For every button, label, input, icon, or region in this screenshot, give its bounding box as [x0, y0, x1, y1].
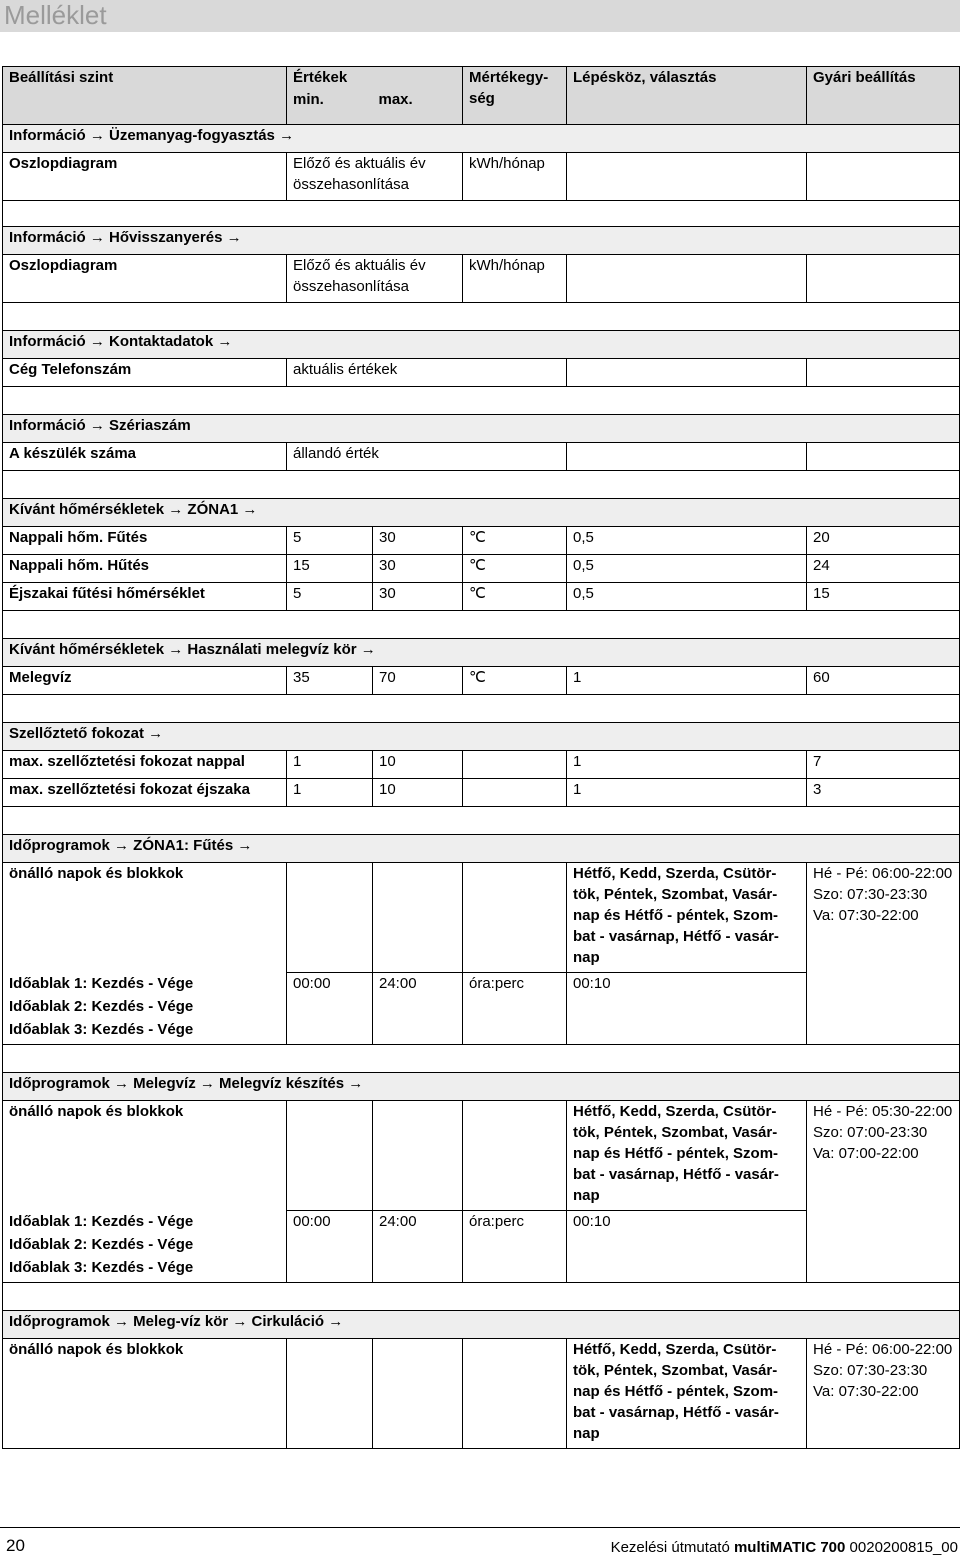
- row-unit: óra:perc: [463, 1211, 567, 1283]
- header-default: Gyári beállítás: [807, 67, 960, 125]
- row-max: 30: [373, 583, 463, 611]
- row-max: 10: [373, 751, 463, 779]
- header-step: Lépésköz, választás: [567, 67, 807, 125]
- row-default: 3: [807, 779, 960, 807]
- row-name: A készülék száma: [3, 443, 287, 471]
- doc-prefix: Kezelési útmutató: [610, 1539, 730, 1556]
- row-step: 00:10: [567, 973, 807, 1045]
- window-line: Időablak 2: Kezdés - Vége: [9, 1235, 194, 1253]
- row-min: 5: [287, 527, 373, 555]
- section-path: Szellőztető fokozat →: [3, 723, 960, 751]
- window-line: Időablak 1: Kezdés - Vége: [9, 974, 194, 992]
- row-unit: kWh/hónap: [463, 153, 567, 201]
- row-values: Előző és aktuális év összehasonlítása: [287, 255, 463, 303]
- header-level: Beállítási szint: [3, 67, 287, 125]
- row-min: 00:00: [287, 1211, 373, 1283]
- default-line: Hé - Pé: 05:30-22:00: [813, 1103, 953, 1120]
- section-path: Kívánt hőmérsékletek → Használati melegvíz kör →: [3, 639, 960, 667]
- page-title: Melléklet: [0, 0, 960, 32]
- row-name: Melegvíz: [3, 667, 287, 695]
- row-default: 15: [807, 583, 960, 611]
- row-name: önálló napok és blokkok: [3, 1339, 287, 1449]
- row-name: Nappali hőm. Fűtés: [3, 527, 287, 555]
- row-name: Éjszakai fűtési hőmérséklet: [3, 583, 287, 611]
- row-name: [3, 1211, 287, 1283]
- default-line: Szo: 07:30-23:30: [813, 886, 928, 903]
- row-values: állandó érték: [287, 443, 567, 471]
- row-unit: óra:perc: [463, 973, 567, 1045]
- row-min: 35: [287, 667, 373, 695]
- default-line: Va: 07:30-22:00: [813, 1383, 919, 1400]
- row-step: 1: [567, 779, 807, 807]
- row-unit: ℃: [463, 555, 567, 583]
- table-row: [3, 779, 960, 807]
- window-line: Időablak 3: Kezdés - Vége: [9, 1020, 194, 1038]
- row-unit: ℃: [463, 583, 567, 611]
- row-min: 1: [287, 779, 373, 807]
- row-name: Nappali hőm. Hűtés: [3, 555, 287, 583]
- default-line: Va: 07:30-22:00: [813, 907, 919, 924]
- row-default: 24: [807, 555, 960, 583]
- row-unit: kWh/hónap: [463, 255, 567, 303]
- page-number: 20: [6, 1536, 25, 1555]
- row-name: Oszlopdiagram: [3, 153, 287, 201]
- default-line: Szo: 07:00-23:30: [813, 1124, 928, 1141]
- settings-reference-table: [2, 66, 960, 1449]
- header-min: min.: [287, 89, 373, 125]
- row-default: 20: [807, 527, 960, 555]
- row-values: aktuális értékek: [287, 359, 567, 387]
- section-path: Információ → Kontaktadatok →: [3, 331, 960, 359]
- row-max: 24:00: [373, 1211, 463, 1283]
- row-step: Hétfő, Kedd, Szerda, Csütör-tök, Péntek, Szombat, Vasár-nap és Hétfő - péntek, Szom-bat - vasárnap, Hétfő - vasár-nap: [567, 863, 807, 973]
- row-step: 1: [567, 751, 807, 779]
- row-max: 30: [373, 555, 463, 583]
- table-row: [3, 153, 960, 201]
- row-default: [807, 1101, 960, 1283]
- default-line: Hé - Pé: 06:00-22:00: [813, 865, 953, 882]
- window-line: Időablak 3: Kezdés - Vége: [9, 1258, 194, 1276]
- row-min: 5: [287, 583, 373, 611]
- row-default: [807, 863, 960, 1045]
- row-name: Oszlopdiagram: [3, 255, 287, 303]
- table-row: [3, 359, 960, 387]
- row-name: önálló napok és blokkok: [3, 863, 287, 973]
- row-default: [807, 1339, 960, 1449]
- table-row: [3, 751, 960, 779]
- table-row: [3, 255, 960, 303]
- doc-code: 0020200815_00: [849, 1539, 958, 1556]
- header-max: max.: [373, 89, 463, 125]
- table-row: [3, 443, 960, 471]
- row-values: Előző és aktuális év összehasonlítása: [287, 153, 463, 201]
- table-row: [3, 555, 960, 583]
- row-min: 15: [287, 555, 373, 583]
- row-default: 60: [807, 667, 960, 695]
- table-row: [3, 527, 960, 555]
- header-values: Értékek: [287, 67, 463, 89]
- header-unit: Mértékegy-ség: [463, 67, 567, 125]
- document-reference: [611, 1539, 958, 1556]
- row-name: max. szellőztetési fokozat éjszaka: [3, 779, 287, 807]
- product-brand: multiMATIC 700: [733, 1539, 846, 1556]
- section-path: Információ → Üzemanyag-fogyasztás →: [3, 125, 960, 153]
- row-max: 30: [373, 527, 463, 555]
- row-step: 0,5: [567, 583, 807, 611]
- row-unit: ℃: [463, 527, 567, 555]
- row-step: Hétfő, Kedd, Szerda, Csütör-tök, Péntek, Szombat, Vasár-nap és Hétfő - péntek, Szom-bat - vasárnap, Hétfő - vasár-nap: [567, 1339, 807, 1449]
- default-line: Va: 07:00-22:00: [813, 1145, 919, 1162]
- row-max: 70: [373, 667, 463, 695]
- default-line: Szo: 07:30-23:30: [813, 1362, 928, 1379]
- row-step: 0,5: [567, 555, 807, 583]
- row-name: önálló napok és blokkok: [3, 1101, 287, 1211]
- row-max: 24:00: [373, 973, 463, 1045]
- window-line: Időablak 2: Kezdés - Vége: [9, 997, 194, 1015]
- section-path: Információ → Hővisszanyerés →: [3, 227, 960, 255]
- table-row: [3, 667, 960, 695]
- row-max: 10: [373, 779, 463, 807]
- row-min: 1: [287, 751, 373, 779]
- row-step: 1: [567, 667, 807, 695]
- footer-divider: [0, 1527, 960, 1528]
- table-row: [3, 583, 960, 611]
- section-path: Időprogramok → ZÓNA1: Fűtés →: [3, 835, 960, 863]
- row-step: Hétfő, Kedd, Szerda, Csütör-tök, Péntek, Szombat, Vasár-nap és Hétfő - péntek, Szom-bat - vasárnap, Hétfő - vasár-nap: [567, 1101, 807, 1211]
- section-path: Információ → Szériaszám: [3, 415, 960, 443]
- window-line: Időablak 1: Kezdés - Vége: [9, 1212, 194, 1230]
- row-step: 0,5: [567, 527, 807, 555]
- table-row: [3, 863, 960, 973]
- row-name: max. szellőztetési fokozat nappal: [3, 751, 287, 779]
- section-path: Időprogramok → Meleg-víz kör → Cirkuláció →: [3, 1311, 960, 1339]
- default-line: Hé - Pé: 06:00-22:00: [813, 1341, 953, 1358]
- table-header-row: [3, 67, 960, 89]
- row-default: 7: [807, 751, 960, 779]
- row-unit: ℃: [463, 667, 567, 695]
- row-name: [3, 973, 287, 1045]
- row-min: 00:00: [287, 973, 373, 1045]
- section-path: Időprogramok → Melegvíz → Melegvíz készítés →: [3, 1073, 960, 1101]
- table-row: [3, 1339, 960, 1449]
- row-step: 00:10: [567, 1211, 807, 1283]
- table-row: [3, 1101, 960, 1211]
- section-path: Kívánt hőmérsékletek → ZÓNA1 →: [3, 499, 960, 527]
- row-name: Cég Telefonszám: [3, 359, 287, 387]
